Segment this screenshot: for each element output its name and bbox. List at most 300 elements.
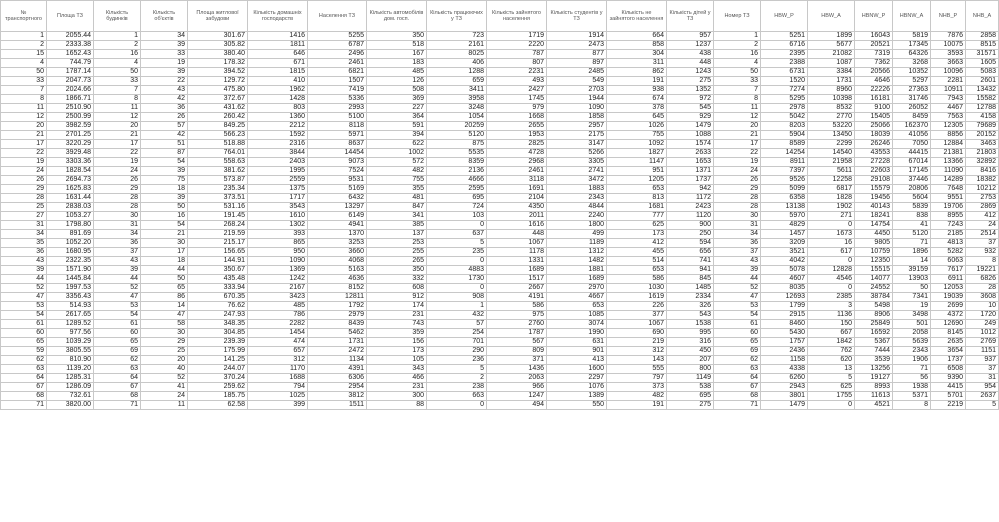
table-cell: 508 <box>367 86 427 95</box>
table-cell: 44415 <box>893 149 931 158</box>
table-cell: 900 <box>667 221 714 230</box>
table-cell: 399 <box>248 401 308 410</box>
table-cell: 450 <box>667 347 714 356</box>
table-cell: 373 <box>607 383 667 392</box>
table-cell: 1090 <box>547 104 607 113</box>
table-cell: 14 <box>141 302 188 311</box>
table-cell: 3303.36 <box>47 158 94 167</box>
table-cell: 22 <box>94 149 141 158</box>
table-cell: 22603 <box>855 167 893 176</box>
table-cell: 12350 <box>855 257 893 266</box>
table-cell: 239.39 <box>188 338 248 347</box>
table-cell: 39 <box>714 266 761 275</box>
table-cell: 38784 <box>855 293 893 302</box>
table-row <box>1 320 999 329</box>
table-cell: 8 <box>94 95 141 104</box>
table-row <box>1 347 999 356</box>
table-cell: 105 <box>367 356 427 365</box>
table-cell: 538 <box>667 383 714 392</box>
table-cell: 24 <box>714 167 761 176</box>
table-cell: 31571 <box>966 50 999 59</box>
table-cell: 12693 <box>761 293 808 302</box>
table-cell: 6911 <box>931 275 966 284</box>
table-cell: 6787 <box>308 41 367 50</box>
table-cell: 32892 <box>966 158 999 167</box>
table-cell: 891.69 <box>47 230 94 239</box>
table-cell: 175.99 <box>188 347 248 356</box>
table-cell: 191.45 <box>188 212 248 221</box>
table-cell: 235.34 <box>188 185 248 194</box>
table-cell: 20566 <box>855 68 893 77</box>
table-cell: 5 <box>427 365 487 374</box>
table-cell: 21082 <box>808 50 855 59</box>
table-cell: 5255 <box>308 32 367 41</box>
table-cell: 249 <box>966 320 999 329</box>
table-cell: 724 <box>427 203 487 212</box>
table-cell: 126 <box>367 77 427 86</box>
table-cell: 1375 <box>248 185 308 194</box>
table-cell: 499 <box>547 230 607 239</box>
table-cell: 4636 <box>308 275 367 284</box>
table-cell: 1087 <box>808 59 855 68</box>
table-cell: 1997.53 <box>47 284 94 293</box>
table-cell: 2667 <box>487 284 547 293</box>
table-cell: 33 <box>714 77 761 86</box>
table-cell: 1571.90 <box>47 266 94 275</box>
table-cell: 797 <box>607 374 667 383</box>
table-cell: 29 <box>714 185 761 194</box>
table-cell: 173 <box>367 347 427 356</box>
table-cell: 3805.55 <box>47 347 94 356</box>
table-cell: 2322.35 <box>47 257 94 266</box>
column-header: Кількість домашніх господарств <box>248 1 308 32</box>
table-cell: 6432 <box>308 194 367 203</box>
table-cell: 18039 <box>855 131 893 140</box>
table-cell: 3521 <box>761 248 808 257</box>
table-cell: 8 <box>714 95 761 104</box>
table-cell: 3 <box>808 302 855 311</box>
table-cell: 8416 <box>966 167 999 176</box>
table-cell: 26246 <box>855 140 893 149</box>
table-cell: 30 <box>94 212 141 221</box>
table-cell: 7943 <box>931 95 966 104</box>
table-cell: 431.62 <box>188 104 248 113</box>
table-cell: 250 <box>667 230 714 239</box>
table-cell: 15405 <box>855 113 893 122</box>
table-cell: 13297 <box>308 203 367 212</box>
table-cell: 3074 <box>547 320 607 329</box>
table-cell: 43 <box>1 257 47 266</box>
table-cell: 5839 <box>893 203 931 212</box>
table-cell: 2858 <box>966 32 999 41</box>
table-row <box>1 185 999 194</box>
table-cell: 4844 <box>547 203 607 212</box>
table-cell: 40143 <box>855 203 893 212</box>
table-cell: 653 <box>607 266 667 275</box>
table-cell: 1883 <box>547 185 607 194</box>
table-cell: 2403 <box>248 158 308 167</box>
table-cell: 39 <box>141 194 188 203</box>
table-cell: 35 <box>1 239 47 248</box>
table-cell: 897 <box>547 59 607 68</box>
table-cell: 1026 <box>607 122 667 131</box>
table-cell: 16181 <box>855 95 893 104</box>
header-row <box>1 1 999 32</box>
table-cell: 5120 <box>427 131 487 140</box>
table-cell: 378 <box>607 104 667 113</box>
table-cell: 12884 <box>931 140 966 149</box>
table-cell: 167 <box>367 50 427 59</box>
table-cell: 1172 <box>667 194 714 203</box>
table-cell: 1243 <box>667 68 714 77</box>
table-cell: 2385 <box>808 293 855 302</box>
column-header: HBNW_P <box>855 1 893 32</box>
table-cell: 1288 <box>427 68 487 77</box>
table-cell: 24 <box>94 167 141 176</box>
table-cell: 9526 <box>761 176 808 185</box>
table-cell: 19 <box>1 158 47 167</box>
table-cell: 1600 <box>547 365 607 374</box>
table-cell: 44 <box>714 275 761 284</box>
table-cell: 30 <box>141 239 188 248</box>
table-cell: 50 <box>714 68 761 77</box>
table-cell: 1719 <box>487 32 547 41</box>
table-cell: 37 <box>966 239 999 248</box>
table-cell: 1090 <box>248 257 308 266</box>
table-cell: 24 <box>966 221 999 230</box>
table-cell: 350 <box>367 266 427 275</box>
table-cell: 42 <box>141 131 188 140</box>
table-cell: 2753 <box>966 194 999 203</box>
table-cell: 343 <box>367 365 427 374</box>
table-cell: 22 <box>1 149 47 158</box>
table-cell: 21 <box>1 131 47 140</box>
table-cell: 7 <box>714 86 761 95</box>
table-cell: 1691 <box>487 185 547 194</box>
table-cell: 2500.99 <box>47 113 94 122</box>
table-cell: 28 <box>966 284 999 293</box>
table-cell: 36 <box>714 239 761 248</box>
table-cell: 2957 <box>547 122 607 131</box>
table-cell: 333.94 <box>188 284 248 293</box>
table-cell: 5701 <box>931 392 966 401</box>
table-row <box>1 167 999 176</box>
table-cell: 645 <box>607 113 667 122</box>
table-cell: 300 <box>367 392 427 401</box>
table-cell: 316 <box>667 338 714 347</box>
table-cell: 1054 <box>427 113 487 122</box>
table-cell: 2485 <box>547 68 607 77</box>
table-cell: 68 <box>714 392 761 401</box>
table-cell: 178.32 <box>188 59 248 68</box>
table-cell: 954 <box>966 383 999 392</box>
table-row <box>1 365 999 374</box>
table-cell: 25 <box>141 347 188 356</box>
table-cell: 572 <box>367 158 427 167</box>
table-cell: 86 <box>141 293 188 302</box>
table-cell: 4350 <box>487 203 547 212</box>
table-cell: 20152 <box>966 131 999 140</box>
table-cell: 7617 <box>931 266 966 275</box>
table-cell: 47 <box>714 293 761 302</box>
table-cell: 37 <box>966 365 999 374</box>
table-cell: 1668 <box>487 113 547 122</box>
table-row <box>1 356 999 365</box>
table-cell: 79689 <box>966 122 999 131</box>
table-cell: 6149 <box>308 212 367 221</box>
table-cell: 33 <box>1 77 47 86</box>
table-cell: 2185 <box>931 230 966 239</box>
table-cell: 1899 <box>808 32 855 41</box>
table-cell: 1592 <box>248 131 308 140</box>
table-cell: 1914 <box>547 32 607 41</box>
table-cell: 8515 <box>966 41 999 50</box>
table-cell: 42 <box>141 95 188 104</box>
table-cell: 8 <box>966 257 999 266</box>
table-cell: 33 <box>94 77 141 86</box>
table-cell: 50 <box>94 68 141 77</box>
table-cell: 39 <box>141 167 188 176</box>
table-cell: 15582 <box>966 95 999 104</box>
table-cell: 2655 <box>487 122 547 131</box>
table-cell: 7563 <box>931 113 966 122</box>
table-cell: 13366 <box>931 158 966 167</box>
table-cell: 448 <box>487 230 547 239</box>
table-cell: 3220.29 <box>47 140 94 149</box>
table-cell: 2559 <box>248 176 308 185</box>
table-cell: 65 <box>714 338 761 347</box>
table-cell: 2633 <box>667 149 714 158</box>
table-cell: 260.42 <box>188 113 248 122</box>
table-cell: 1088 <box>667 131 714 140</box>
table-body <box>1 32 999 410</box>
table-cell: 10 <box>966 302 999 311</box>
table-cell: 63 <box>94 365 141 374</box>
table-cell: 2703 <box>547 86 607 95</box>
table-cell: 20 <box>1 122 47 131</box>
table-cell: 941 <box>667 266 714 275</box>
table-cell: 12053 <box>931 284 966 293</box>
table-cell: 54 <box>141 221 188 230</box>
table-cell: 800 <box>667 365 714 374</box>
table-cell: 275 <box>667 401 714 410</box>
table-cell: 3411 <box>427 86 487 95</box>
table-cell: 5430 <box>761 329 808 338</box>
table-cell: 11 <box>1 104 47 113</box>
table-cell: 2316 <box>248 140 308 149</box>
table-cell: 14254 <box>761 149 808 158</box>
column-header: Кількість студентів у ТЗ <box>547 1 607 32</box>
table-cell: 1953 <box>487 131 547 140</box>
table-cell: 13432 <box>966 86 999 95</box>
table-cell: 59 <box>1 347 47 356</box>
table-cell: 4728 <box>487 149 547 158</box>
table-cell: 3663 <box>931 59 966 68</box>
table-cell: 19456 <box>855 194 893 203</box>
table-cell: 2869 <box>966 203 999 212</box>
table-row <box>1 230 999 239</box>
table-cell: 34 <box>94 230 141 239</box>
table-cell: 16 <box>714 50 761 59</box>
table-cell: 25066 <box>855 122 893 131</box>
table-cell: 732.61 <box>47 392 94 401</box>
table-cell: 54 <box>1 311 47 320</box>
table-row <box>1 32 999 41</box>
table-cell: 67014 <box>893 158 931 167</box>
table-cell: 670.35 <box>188 293 248 302</box>
table-cell: 3472 <box>547 176 607 185</box>
table-cell: 5 <box>427 239 487 248</box>
table-cell: 663 <box>427 392 487 401</box>
table-row <box>1 131 999 140</box>
table-cell: 1416 <box>248 32 308 41</box>
table-cell: 849.25 <box>188 122 248 131</box>
table-cell: 21381 <box>931 149 966 158</box>
table-cell: 1482 <box>547 257 607 266</box>
table-cell: 183 <box>367 59 427 68</box>
table-cell: 594 <box>667 239 714 248</box>
table-cell: 1012 <box>966 329 999 338</box>
table-cell: 6508 <box>931 365 966 374</box>
table-cell: 9551 <box>931 194 966 203</box>
table-cell: 17 <box>1 140 47 149</box>
table-cell: 586 <box>607 275 667 284</box>
table-cell: 27363 <box>893 86 931 95</box>
table-cell: 1158 <box>761 356 808 365</box>
table-cell: 406 <box>427 59 487 68</box>
table-cell: 13450 <box>808 131 855 140</box>
table-cell: 8152 <box>308 284 367 293</box>
table-cell: 76.62 <box>188 302 248 311</box>
table-cell: 71 <box>893 365 931 374</box>
table-cell: 12305 <box>931 122 966 131</box>
table-cell: 16 <box>94 50 141 59</box>
table-cell: 455 <box>607 248 667 257</box>
table-cell: 20 <box>141 356 188 365</box>
table-cell: 6826 <box>966 275 999 284</box>
table-cell: 912 <box>367 293 427 302</box>
table-cell: 28 <box>94 203 141 212</box>
table-cell: 8 <box>1 95 47 104</box>
table-cell: 87 <box>141 149 188 158</box>
table-row <box>1 392 999 401</box>
table-cell: 13138 <box>761 203 808 212</box>
table-cell: 2427 <box>487 86 547 95</box>
table-row <box>1 158 999 167</box>
table-cell: 34 <box>141 32 188 41</box>
table-cell: 1331 <box>487 257 547 266</box>
table-cell: 14 <box>893 257 931 266</box>
table-cell: 385 <box>367 221 427 230</box>
table-cell: 1076 <box>547 383 607 392</box>
table-cell: 60 <box>714 329 761 338</box>
table-cell: 60 <box>94 329 141 338</box>
table-cell: 24 <box>141 392 188 401</box>
table-cell: 2496 <box>308 50 367 59</box>
column-header: Кількість будинків <box>94 1 141 32</box>
table-cell: 67 <box>94 383 141 392</box>
table-cell: 20259 <box>427 122 487 131</box>
table-cell: 646 <box>248 50 308 59</box>
table-cell: 8439 <box>308 320 367 329</box>
table-cell: 5367 <box>855 338 893 347</box>
table-cell: 173 <box>607 230 667 239</box>
column-header: Кількість об'єктів <box>141 1 188 32</box>
table-row <box>1 383 999 392</box>
table-cell: 3305 <box>547 158 607 167</box>
table-cell: 394 <box>367 131 427 140</box>
table-cell: 2 <box>94 41 141 50</box>
table-cell: 3654 <box>931 347 966 356</box>
table-cell: 7 <box>94 86 141 95</box>
table-cell: 371 <box>487 356 547 365</box>
table-cell: 786 <box>248 311 308 320</box>
table-cell: 341 <box>367 212 427 221</box>
table-cell: 8911 <box>761 158 808 167</box>
table-cell: 1030 <box>607 284 667 293</box>
table-cell: 2 <box>1 41 47 50</box>
table-cell: 69 <box>94 347 141 356</box>
table-cell: 61 <box>94 320 141 329</box>
table-cell: 1720 <box>966 311 999 320</box>
table-cell: 764.01 <box>188 149 248 158</box>
table-cell: 8993 <box>855 383 893 392</box>
table-cell: 6817 <box>808 185 855 194</box>
table-cell: 4042 <box>761 257 808 266</box>
table-cell: 21 <box>141 230 188 239</box>
table-cell: 7876 <box>931 32 966 41</box>
table-cell: 1205 <box>607 176 667 185</box>
table-cell: 305.82 <box>188 41 248 50</box>
table-row <box>1 374 999 383</box>
table-cell: 5163 <box>308 266 367 275</box>
table-cell: 6063 <box>931 257 966 266</box>
table-row <box>1 95 999 104</box>
table-cell: 1139.20 <box>47 365 94 374</box>
table-cell: 1134 <box>308 356 367 365</box>
table-row <box>1 104 999 113</box>
table-cell: 156.65 <box>188 248 248 257</box>
table-cell: 31 <box>1 221 47 230</box>
table-cell: 312 <box>248 356 308 365</box>
table-cell: 14540 <box>808 149 855 158</box>
table-cell: 1436 <box>487 365 547 374</box>
table-cell: 50 <box>893 284 931 293</box>
table-cell: 1 <box>94 32 141 41</box>
table-cell: 1995 <box>248 167 308 176</box>
table-cell: 4 <box>94 59 141 68</box>
table-cell: 68 <box>94 392 141 401</box>
table-cell: 787 <box>487 50 547 59</box>
table-cell: 1652.43 <box>47 50 94 59</box>
table-cell: 31 <box>94 221 141 230</box>
table-cell: 8035 <box>761 284 808 293</box>
table-cell: 5611 <box>808 167 855 176</box>
table-cell: 625 <box>607 221 667 230</box>
table-cell: 53 <box>714 302 761 311</box>
table-cell: 7444 <box>855 347 893 356</box>
table-cell: 2915 <box>761 311 808 320</box>
table-cell: 2635 <box>931 338 966 347</box>
table-cell: 1237 <box>667 41 714 50</box>
table-cell: 8589 <box>761 140 808 149</box>
table-row <box>1 41 999 50</box>
table-cell: 174 <box>367 302 427 311</box>
table-cell: 12 <box>94 113 141 122</box>
table-cell: 664 <box>607 32 667 41</box>
table-cell: 1538 <box>667 320 714 329</box>
table-cell: 1312 <box>547 248 607 257</box>
